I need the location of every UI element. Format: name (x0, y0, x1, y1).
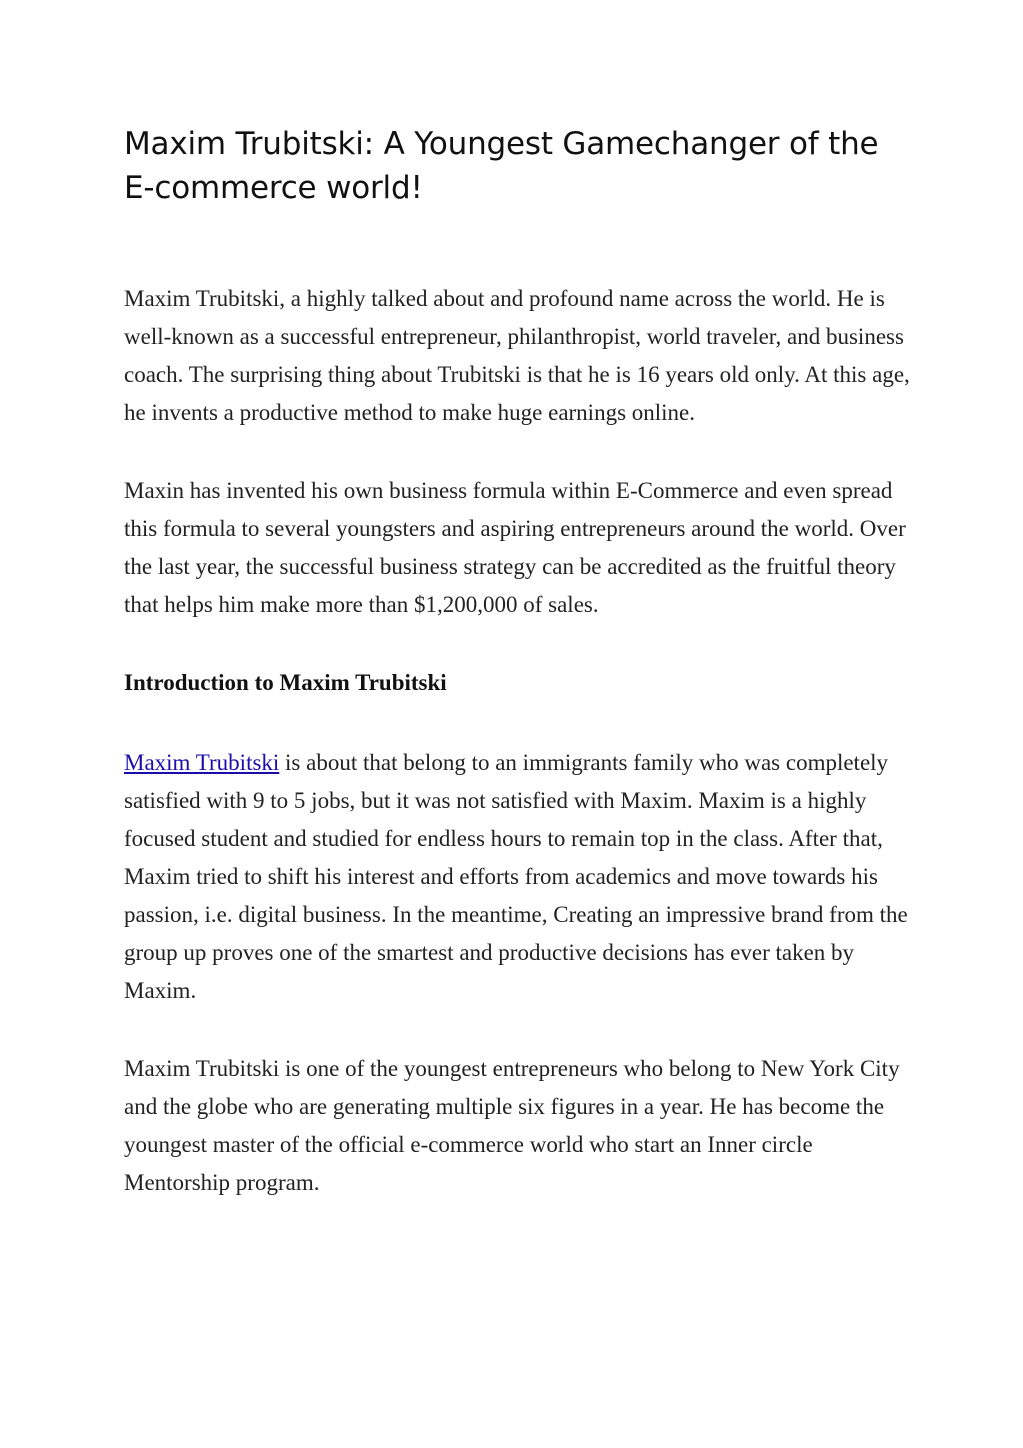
paragraph-formula: Maxin has invented his own business formula within E-Commerce and even spread this formula to several youngsters and aspiring entrepreneurs around the world. Over the last year, the successful business strategy can be accredited as the fruitful theory that helps him make more than $1,200,000 of sales. (124, 478, 906, 617)
paragraph-background-text: is about that belong to an immigrants family who was completely satisfied with 9 to 5 jobs, but it was not satisfied with Maxim. Maxim is a highly focused student and studied for endless hours to remain top in the class. After that, Maxim tried to shift his interest and efforts from academics and move towards his passion, i.e. digital business. In the meantime, Creating an impressive brand from the group up proves one of the smartest and productive decisions has ever taken by Maxim. (124, 750, 908, 1003)
article-title: Maxim Trubitski: A Youngest Gamechanger of the E-commerce world! (124, 126, 879, 206)
document-page (124, 122, 914, 1202)
paragraph-intro: Maxim Trubitski, a highly talked about and profound name across the world. He is well-known as a successful entrepreneur, philanthropist, world traveler, and business coach. The surprising thing about Trubitski is that he is 16 years old only. At this age, he invents a productive method to make huge earnings online. (124, 286, 910, 425)
paragraph-mentorship: Maxim Trubitski is one of the youngest entrepreneurs who belong to New York City and the globe who are generating multiple six figures in a year. He has become the youngest master of the official e-commerce world who start an Inner circle Mentorship program. (124, 1056, 900, 1195)
maxim-trubitski-link[interactable]: Maxim Trubitski (124, 750, 280, 775)
paragraph-background (124, 744, 914, 1010)
section-heading-introduction: Introduction to Maxim Trubitski (124, 670, 447, 695)
